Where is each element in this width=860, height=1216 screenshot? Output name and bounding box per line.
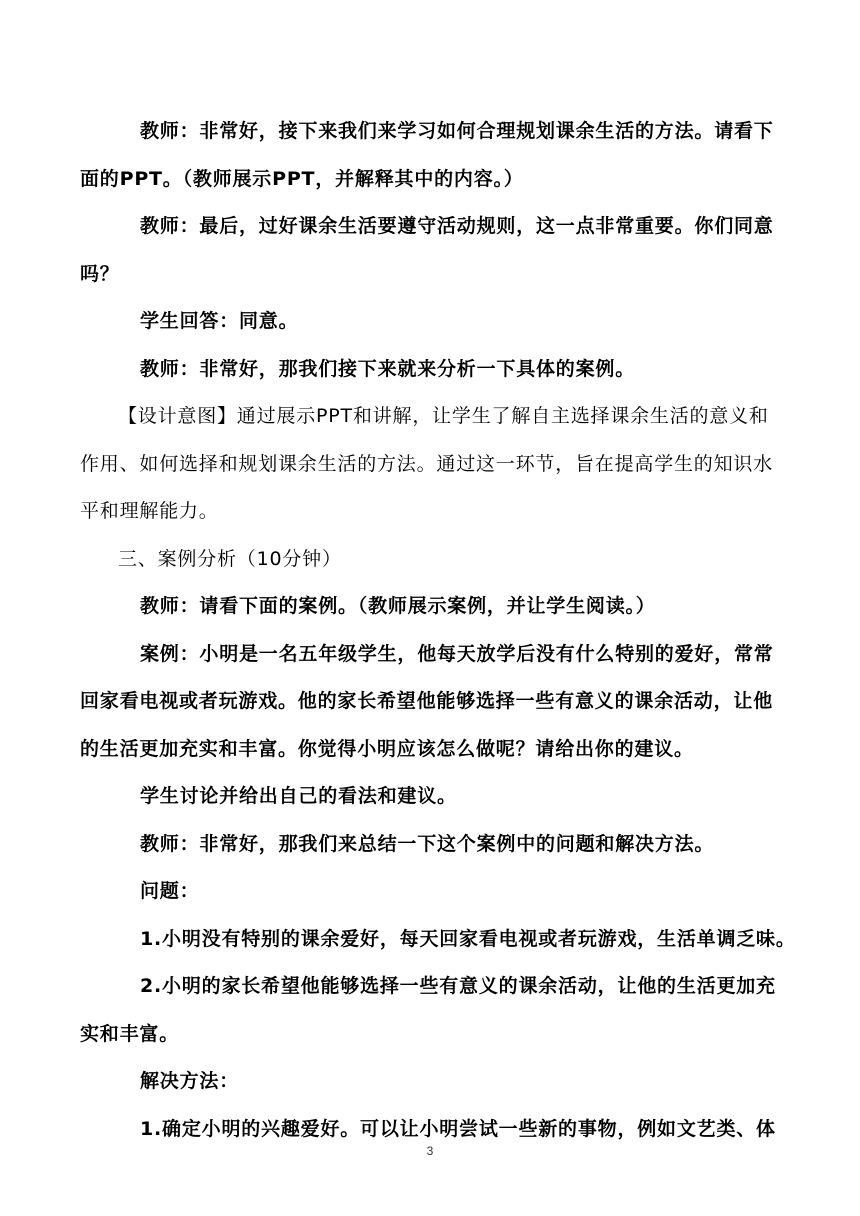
paragraph-line: 学生讨论并给出自己的看法和建议。 — [140, 785, 457, 807]
paragraph-line: 问题： — [140, 880, 200, 902]
paragraph-line: 教师：请看下面的案例。（教师展示案例，并让学生阅读。） — [140, 595, 656, 617]
list-item: 1.确定小明的兴趣爱好。可以让小明尝试一些新的事物，例如文艺类、体 — [140, 1117, 776, 1140]
paragraph-line: 教师：非常好，接下来我们来学习如何合理规划课余生活的方法。请看下 — [140, 120, 774, 142]
paragraph-line: 教师：非常好，那我们接下来就来分析一下具体的案例。 — [140, 357, 636, 380]
paragraph-line: 学生回答：同意。 — [140, 310, 299, 332]
paragraph-line: 的生活更加充实和丰富。你觉得小明应该怎么做呢？请给出你的建议。 — [80, 737, 694, 760]
document-body — [80, 108, 796, 1153]
paragraph-line: 解决方法： — [140, 1070, 240, 1092]
paragraph-line: 面的PPT。（教师展示PPT，并解释其中的内容。） — [80, 167, 524, 190]
paragraph-line: 教师：非常好，那我们来总结一下这个案例中的问题和解决方法。 — [140, 832, 715, 855]
list-item: 1.小明没有特别的课余爱好，每天回家看电视或者玩游戏，生活单调乏味。 — [140, 927, 796, 950]
design-intent-line: 作用、如何选择和规划课余生活的方法。通过这一环节，旨在提高学生的知识水 — [80, 452, 774, 475]
design-intent-line: 平和理解能力。 — [80, 500, 219, 522]
paragraph-line: 回家看电视或者玩游戏。他的家长希望他能够选择一些有意义的课余活动，让他 — [80, 690, 774, 712]
paragraph-line: 教师：最后，过好课余生活要遵守活动规则，这一点非常重要。你们同意 — [140, 215, 774, 237]
list-item: 实和丰富。 — [80, 1022, 180, 1045]
paragraph-line: 案例：小明是一名五年级学生，他每天放学后没有什么特别的爱好，常常 — [140, 642, 774, 665]
paragraph-line: 吗？ — [80, 262, 120, 285]
page-number: 3 — [426, 1144, 434, 1158]
section-heading: 三、案例分析（10分钟） — [118, 547, 342, 570]
design-intent-line: 【设计意图】通过展示PPT和讲解，让学生了解自主选择课余生活的意义和 — [118, 405, 769, 427]
list-item: 2.小明的家长希望他能够选择一些有意义的课余活动，让他的生活更加充 — [140, 975, 776, 997]
